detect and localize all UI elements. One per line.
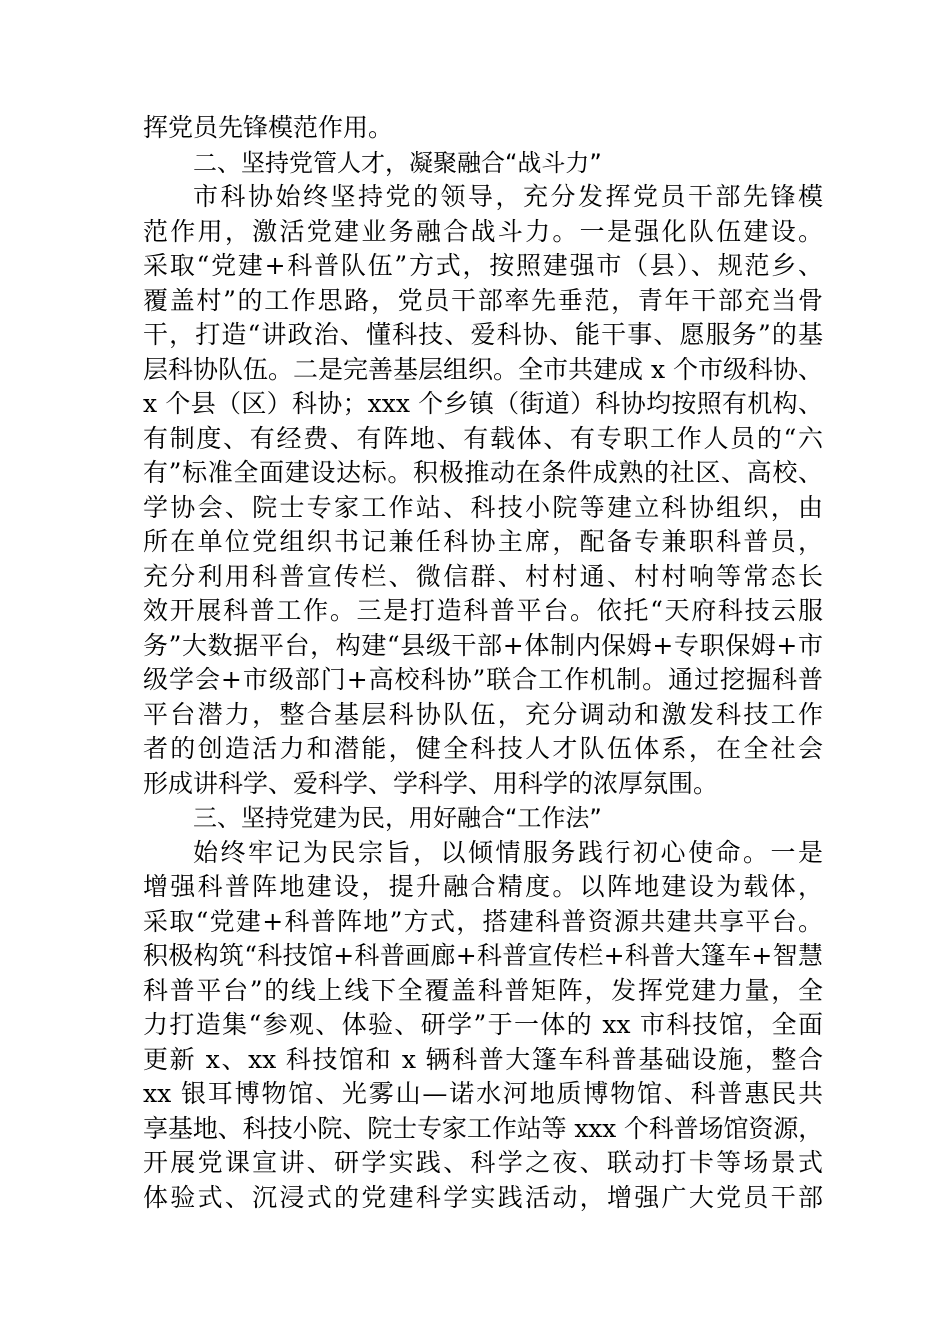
paragraph-line: 覆盖村”的工作思路，党员干部率先垂范，青年干部充当骨: [143, 285, 823, 315]
document-body: [143, 111, 823, 1215]
paragraph-line: 增强科普阵地建设，提升融合精度。以阵地建设为载体，: [143, 872, 823, 901]
paragraph-line: 务”大数据平台，构建“县级干部+体制内保姆+专职保姆+市: [143, 630, 823, 660]
paragraph-line: 开展党课宣讲、研学实践、科学之夜、联动打卡等场景式: [143, 1148, 823, 1177]
paragraph-last-line: 形成讲科学、爱科学、学科学、用科学的浓厚氛围。: [143, 768, 719, 798]
paragraph-first-line: 市科协始终坚持党的领导，充分发挥党员干部先锋模: [193, 182, 823, 211]
paragraph-line: 科普平台”的线上线下全覆盖科普矩阵，发挥党建力量，全: [143, 975, 823, 1005]
paragraph-line: 平台潜力，整合基层科协队伍，充分调动和激发科技工作: [143, 699, 823, 729]
paragraph-line: 享基地、科技小院、院士专家工作站等 xxx 个科普场馆资源，: [143, 1113, 823, 1143]
paragraph-line: 层科协队伍。二是完善基层组织。全市共建成 x 个市级科协、: [143, 354, 823, 384]
paragraph-last-line: 挥党员先锋模范作用。: [143, 113, 394, 142]
paragraph-line: 效开展科普工作。三是打造科普平台。依托“天府科技云服: [143, 596, 823, 625]
paragraph-line: 范作用，激活党建业务融合战斗力。一是强化队伍建设。: [143, 216, 823, 246]
paragraph-line: 者的创造活力和潜能，健全科技人才队伍体系，在全社会: [143, 734, 823, 763]
paragraph-line: 学协会、院士专家工作站、科技小院等建立科协组织，由: [143, 492, 823, 522]
section-heading: 二、坚持党管人才，凝聚融合“战斗力”: [193, 148, 602, 177]
paragraph-line: 更新 x、xx 科技馆和 x 辆科普大篷车科普基础设施，整合: [143, 1044, 823, 1074]
paragraph-line: 力打造集“参观、体验、研学”于一体的 xx 市科技馆，全面: [143, 1010, 823, 1039]
paragraph-line: 采取“党建+科普队伍”方式，按照建强市（县）、规范乡、: [143, 251, 823, 280]
paragraph-first-line: 始终牢记为民宗旨，以倾情服务践行初心使命。一是: [193, 837, 823, 867]
paragraph-line: 干，打造“讲政治、懂科技、爱科协、能干事、愿服务”的基: [143, 320, 823, 349]
paragraph-line: xx 银耳博物馆、光雾山—诺水河地质博物馆、科普惠民共: [143, 1079, 823, 1108]
paragraph-line: 体验式、沉浸式的党建科学实践活动，增强广大党员干部: [143, 1182, 823, 1212]
paragraph-line: 有”标准全面建设达标。积极推动在条件成熟的社区、高校、: [143, 458, 823, 487]
paragraph-line: 所在单位党组织书记兼任科协主席，配备专兼职科普员，: [143, 527, 823, 556]
paragraph-line: 积极构筑“科技馆+科普画廊+科普宣传栏+科普大篷车+智慧: [143, 941, 823, 970]
paragraph-line: x 个县（区）科协；xxx 个乡镇（街道）科协均按照有机构、: [143, 389, 823, 418]
paragraph-line: 采取“党建+科普阵地”方式，搭建科普资源共建共享平台。: [143, 906, 823, 936]
paragraph-line: 充分利用科普宣传栏、微信群、村村通、村村响等常态长: [143, 561, 823, 591]
paragraph-line: 有制度、有经费、有阵地、有载体、有专职工作人员的“六: [143, 423, 823, 453]
paragraph-line: 级学会+市级部门+高校科协”联合工作机制。通过挖掘科普: [143, 665, 823, 694]
section-heading: 三、坚持党建为民，用好融合“工作法”: [193, 804, 602, 832]
